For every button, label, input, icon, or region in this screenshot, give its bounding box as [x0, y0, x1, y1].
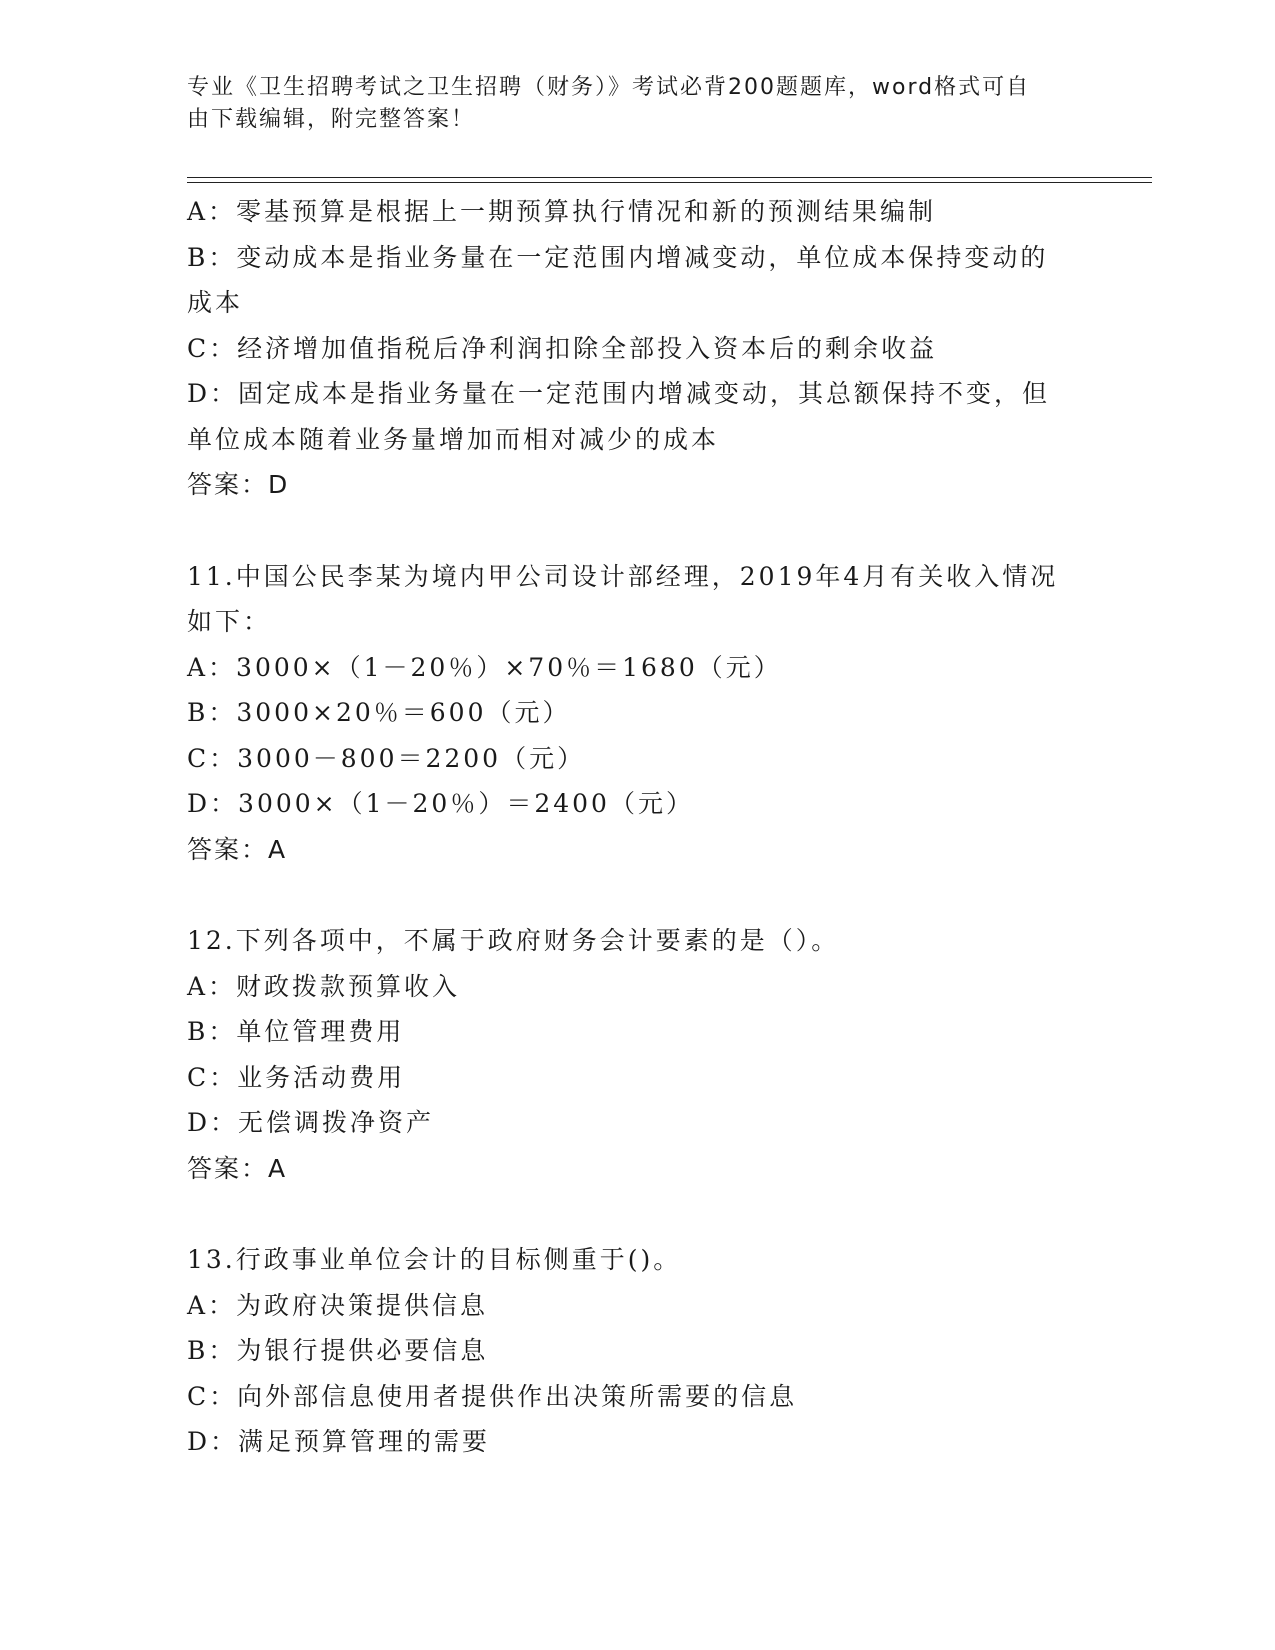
header-rule-bottom [187, 182, 1152, 183]
question-stem-continued: 如下： [187, 607, 272, 636]
option-a: A：零基预算是根据上一期预算执行情况和新的预测结果编制 [187, 197, 937, 226]
question-11 [187, 554, 1087, 873]
option-a: A：3000×（1－20％）×70％＝1680（元） [187, 652, 782, 682]
option-b: B：3000×20％＝600（元） [187, 698, 571, 727]
question-stem: 11.中国公民李某为境内甲公司设计部经理，2019年4月有关收入情况 [187, 561, 1059, 591]
question-10-options [187, 189, 1087, 508]
header-rule-top [187, 177, 1152, 178]
spacer [187, 1191, 1087, 1237]
option-a: A：为政府决策提供信息 [187, 1290, 489, 1320]
option-c: C：3000－800＝2200（元） [187, 743, 586, 773]
header-line-2: 由下载编辑，附完整答案！ [187, 107, 476, 132]
option-a: A：财政拨款预算收入 [187, 971, 461, 1001]
question-stem: 12.下列各项中，不属于政府财务会计要素的是（）。 [187, 926, 840, 955]
option-d: D：3000×（1－20％）＝2400（元） [187, 789, 694, 818]
option-b-continued: 成本 [187, 288, 244, 317]
option-d: D：无偿调拨净资产 [187, 1108, 435, 1137]
option-d: D：满足预算管理的需要 [187, 1427, 491, 1456]
option-d: D：固定成本是指业务量在一定范围内增减变动，其总额保持不变，但 [187, 379, 1051, 408]
question-13 [187, 1237, 1087, 1465]
option-d-continued: 单位成本随着业务量增加而相对减少的成本 [187, 424, 720, 454]
option-c: C：经济增加值指税后净利润扣除全部投入资本后的剩余收益 [187, 333, 938, 363]
document-header [187, 72, 1077, 136]
question-content [187, 189, 1087, 1465]
option-b: B：变动成本是指业务量在一定范围内增减变动，单位成本保持变动的 [187, 242, 1049, 272]
header-line-1: 专业《卫生招聘考试之卫生招聘（财务）》考试必背200题题库，word格式可自 [187, 75, 1031, 100]
spacer [187, 872, 1087, 918]
question-stem: 13.行政事业单位会计的目标侧重于()。 [187, 1245, 682, 1274]
answer-line: 答案：A [187, 1153, 288, 1183]
spacer [187, 508, 1087, 554]
option-b: B：单位管理费用 [187, 1017, 405, 1046]
option-c: C：业务活动费用 [187, 1062, 406, 1092]
option-c: C：向外部信息使用者提供作出决策所需要的信息 [187, 1381, 798, 1411]
option-b: B：为银行提供必要信息 [187, 1336, 489, 1365]
answer-line: 答案：A [187, 834, 288, 864]
answer-line: 答案：D [187, 470, 290, 499]
question-12 [187, 918, 1087, 1191]
